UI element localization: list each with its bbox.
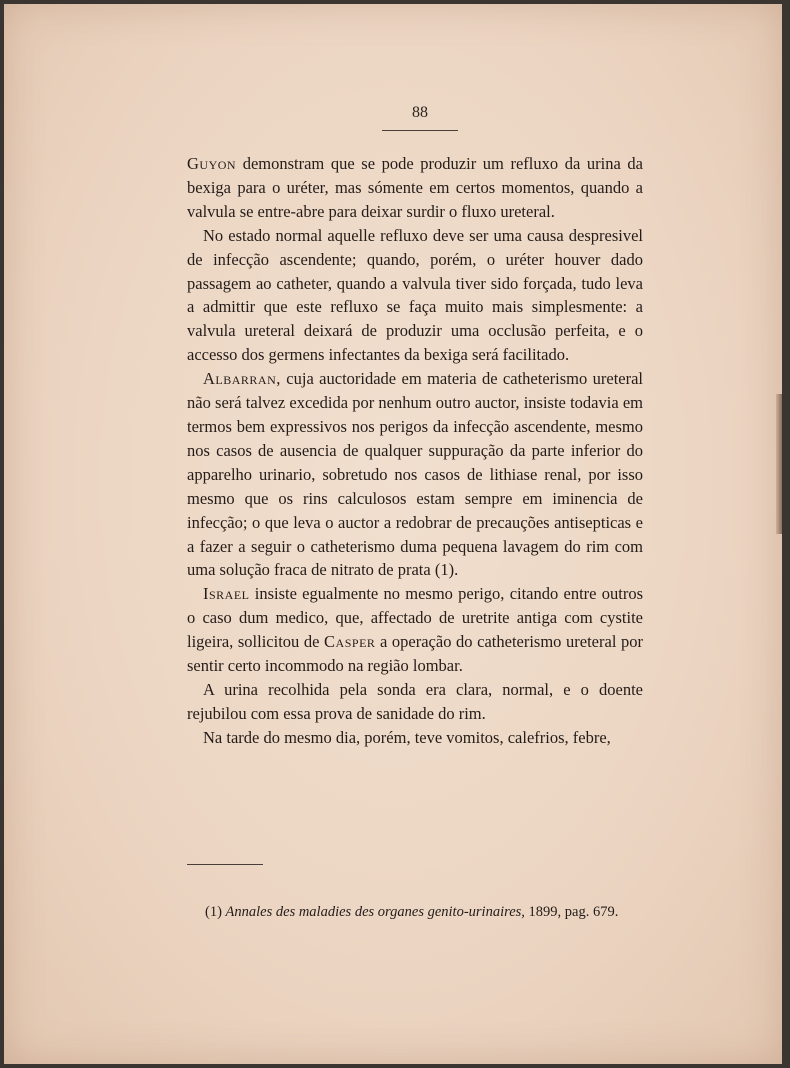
paragraph-evening: Na tarde do mesmo dia, porém, teve vomitos, calefrios, febre, xyxy=(203,727,611,747)
paragraph-text: insiste egualmente no mesmo perigo, citando entre outros o caso dum medico, que, affectado de uretrite antiga com cystite ligeira, sollicitou de xyxy=(187,584,643,652)
page-number-rule xyxy=(382,130,458,131)
paragraph-normal-state: No estado normal aquelle refluxo deve ser uma causa despresivel de infecção ascendente; quando, porém, o uréter houver dado passagem ao catheter, quando a valvula tiver sido forçada, tudo leva a admittir que este refluxo se faça muito mais simplesmente: a valvula ureteral deixará de produzir uma occlusão perfeita, e o accesso dos germens infectantes da bexiga será facilitado. xyxy=(187,225,643,365)
paragraph-text: demonstram que se pode produzir um refluxo da urina da bexiga para o uréter, mas sómente em certos momentos, quando a valvula se entre-abre para deixar surdir o fluxo ureteral. xyxy=(187,154,643,221)
paragraph-israel xyxy=(187,582,643,678)
footnote-citation: 1899, pag. 679. xyxy=(528,904,619,920)
footnote-rule xyxy=(187,864,263,865)
paragraph-urine: A urina recolhida pela sonda era clara, normal, e o doente rejubilou com essa prova de sanidade do rim. xyxy=(187,679,643,723)
paragraph-text: cuja auctoridade em materia de catheterismo ureteral não será talvez excedida por nenhum outro auctor, insiste todavia em termos bem expressivos nos perigos da infecção ascendente, mesmo nos casos de ausencia de qualquer suppuração da parte inferior do apparelho urinario, sobretudo nos casos de lithiase renal, por isso mesmo que os rins calculosos estam sempre em iminencia de infecção; o que leva o auctor a redobrar de precauções antisepticas e a fazer a seguir o catheterismo duma pequena lavagem do rim com uma solução fraca de nitrato de prata (1). xyxy=(187,369,643,580)
paragraph-guyon xyxy=(187,152,643,224)
author-name-casper: Casper xyxy=(324,632,376,652)
author-name-israel: Israel xyxy=(203,584,250,604)
body-text xyxy=(187,152,643,750)
page-number: 88 xyxy=(412,104,428,121)
footnote xyxy=(205,904,645,921)
paragraph-text: a operação do catheterismo ureteral por sentir certo incommodo na região lombar. xyxy=(187,632,643,676)
footnote-marker: (1) xyxy=(205,904,222,920)
author-name-guyon: Guyon xyxy=(187,154,237,173)
page-edge-tab xyxy=(776,394,782,534)
footnote-journal-title: Annales des maladies des organes genito-urinaires, xyxy=(225,904,525,920)
author-name-albarran: Albarran, xyxy=(203,369,281,389)
paragraph-albarran xyxy=(187,367,643,582)
